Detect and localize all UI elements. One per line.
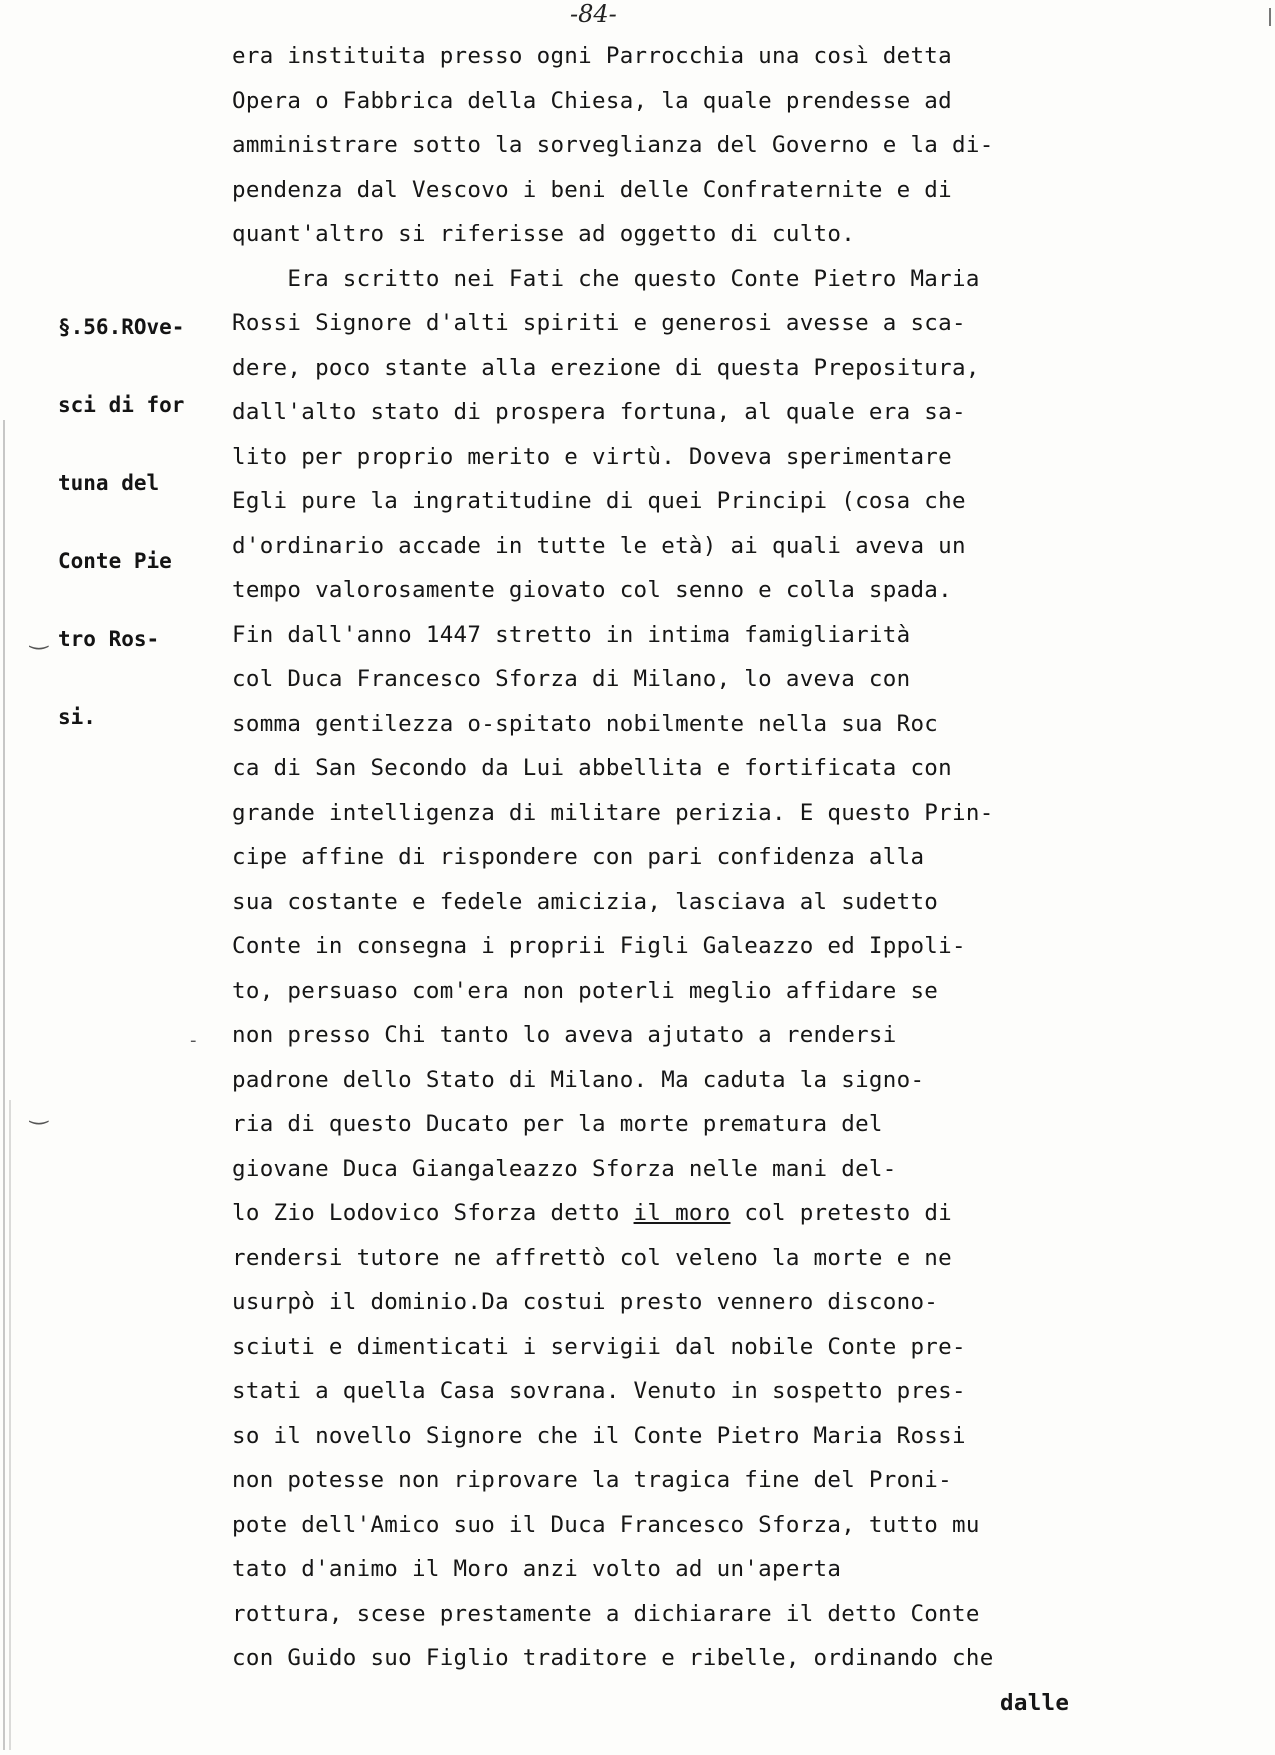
text-line: col Duca Francesco Sforza di Milano, lo aveva con — [232, 666, 911, 692]
scan-mark: ‿ — [30, 625, 48, 650]
margin-note-line: §.56.ROve- — [58, 315, 185, 339]
margin-note-line: sci di for — [58, 393, 185, 417]
text-line: lo Zio Lodovico Sforza detto il moro col pretesto di — [232, 1200, 953, 1226]
text-line: dere, poco stante alla erezione di questa Prepositura, — [232, 354, 980, 381]
page-number: -84- — [570, 0, 617, 28]
text-line: somma gentilezza o-spitato nobilmente nella sua Roc — [232, 710, 939, 737]
text-line: quant'altro si riferisse ad oggetto di culto. — [232, 221, 856, 247]
scan-mark: ‿ — [30, 1100, 48, 1125]
text-line: cipe affine di rispondere con pari confidenza alla — [232, 844, 925, 870]
text-line: sua costante e fedele amicizia, lasciava al sudetto — [232, 888, 939, 915]
margin-note-line: Conte Pie — [58, 549, 172, 573]
text-line: Egli pure la ingratitudine di quei Principi (cosa che — [232, 488, 966, 514]
text-line: to, persuaso com'era non poterli meglio affidare se — [232, 977, 939, 1004]
text-line: ria di questo Ducato per la morte prematura del — [232, 1111, 883, 1137]
binding-shadow — [9, 1100, 11, 1750]
margin-note — [58, 262, 233, 782]
margin-note-line: tro Ros- — [58, 627, 160, 651]
margin-note-line: si. — [58, 705, 96, 729]
text-line: grande intelligenza di militare perizia. E questo Prin- — [232, 799, 994, 826]
text-line: tempo valorosamente giovato col senno e colla spada. — [232, 577, 952, 603]
text-line: lito per proprio merito e virtù. Doveva sperimentare — [232, 443, 952, 470]
underlined-text: il moro — [633, 1200, 731, 1226]
text-line: era instituita presso ogni Parrocchia una così detta — [232, 43, 952, 69]
text-line: Rossi Signore d'alti spiriti e generosi avesse a sca- — [232, 310, 966, 336]
body-text — [232, 34, 1232, 1725]
text-line: ca di San Secondo da Lui abbellita e fortificata con — [232, 755, 952, 781]
text-line: sciuti e dimenticati i servigii dal nobile Conte pre- — [232, 1333, 966, 1360]
text-line: giovane Duca Giangaleazzo Sforza nelle mani del- — [232, 1155, 897, 1182]
text-line: Fin dall'anno 1447 stretto in intima famigliarità — [232, 621, 911, 648]
text-line: Era scritto nei Fati che questo Conte Pietro Maria — [232, 265, 980, 292]
binding-shadow — [3, 420, 5, 1750]
scan-mark — [1269, 8, 1271, 26]
text-line: stati a quella Casa sovrana. Venuto in sospetto pres- — [232, 1378, 966, 1404]
text-line: pendenza dal Vescovo i beni delle Confraternite e di — [232, 176, 952, 203]
text-line: d'ordinario accade in tutte le età) ai quali aveva un — [232, 532, 966, 559]
text-line: padrone dello Stato di Milano. Ma caduta la signo- — [232, 1066, 925, 1093]
text-line: tato d'animo il Moro anzi volto ad un'aperta — [232, 1556, 842, 1582]
text-line: so il novello Signore che il Conte Pietro Maria Rossi — [232, 1422, 966, 1449]
margin-note-line: tuna del — [58, 471, 160, 495]
text-line: rottura, scese prestamente a dichiarare il detto Conte — [232, 1600, 980, 1627]
catchword: dalle — [1000, 1689, 1070, 1716]
text-line: usurpò il dominio.Da costui presto vennero discono- — [232, 1289, 939, 1315]
scan-mark: - — [190, 1030, 197, 1051]
text-line: non potesse non riprovare la tragica fine del Proni- — [232, 1467, 952, 1493]
text-line: amministrare sotto la sorveglianza del Governo e la di- — [232, 132, 994, 158]
text-line: dall'alto stato di prospera fortuna, al quale era sa- — [232, 399, 966, 425]
text-line: con Guido suo Figlio traditore e ribelle, ordinando che — [232, 1645, 994, 1671]
text-line: pote dell'Amico suo il Duca Francesco Sforza, tutto mu — [232, 1511, 980, 1538]
text-line: Conte in consegna i proprii Figli Galeazzo ed Ippoli- — [232, 933, 966, 959]
text-line: rendersi tutore ne affrettò col veleno la morte e ne — [232, 1244, 952, 1271]
text-line: Opera o Fabbrica della Chiesa, la quale prendesse ad — [232, 87, 952, 114]
text-line: non presso Chi tanto lo aveva ajutato a rendersi — [232, 1022, 897, 1048]
